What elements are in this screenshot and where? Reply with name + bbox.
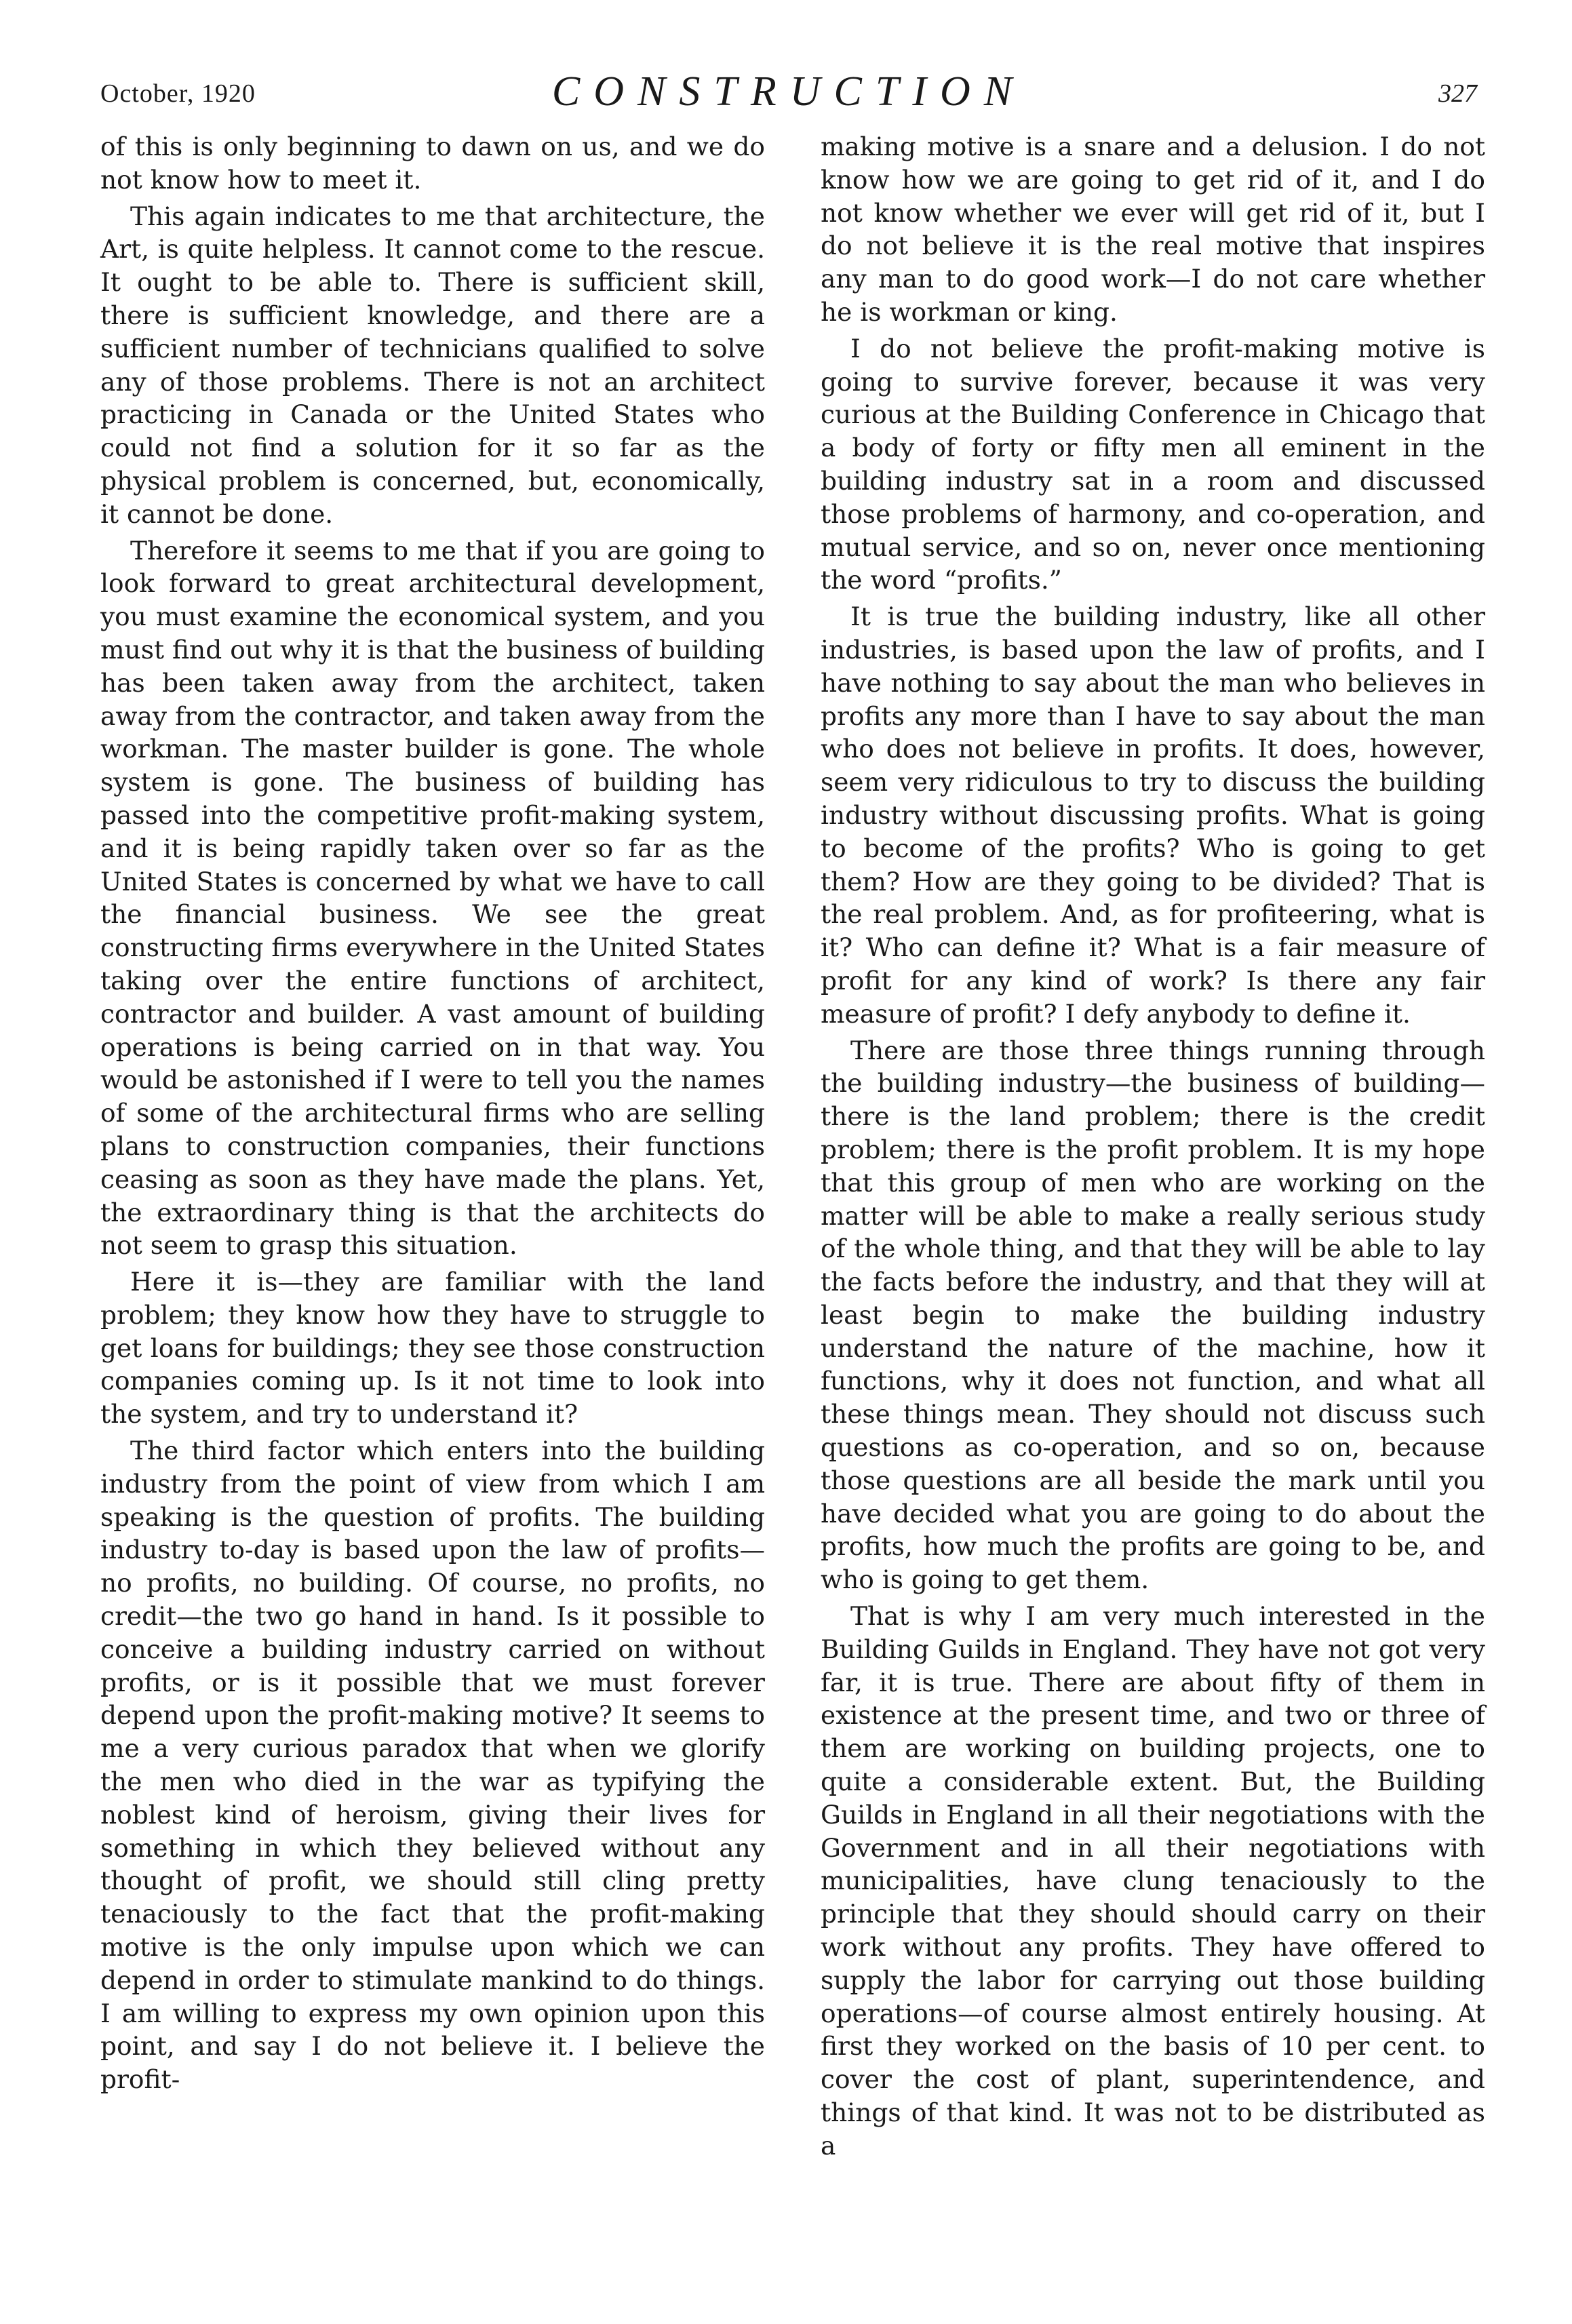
paragraph: This again indicates to me that architecture, the Art, is quite helpless. It cannot come to the rescue. It ought to be able to. There is sufficient skill, there is sufficient knowledge, and there are a sufficient number of technicians qualified to solve any of those problems. There is not an architect practicing in Canada or the United States who could not find a solution for it so far as the physical problem is concerned, but, economically, it cannot be done.: [100, 201, 765, 529]
paragraph: of this is only beginning to dawn on us, and we do not know how to meet it.: [100, 132, 765, 195]
issue-date: October, 1920: [100, 79, 256, 108]
running-header: [100, 68, 1477, 122]
page-number: 327: [1438, 79, 1477, 108]
paragraph: I do not believe the profit-making motive is going to survive forever, because it was very curious at the Building Conference in Chicago that a body of forty or fifty men all eminent in the building industry sat in a room and discussed those problems of harmony, and co-operation, and mutual service, and so on, never once mentioning the word “profits.”: [821, 333, 1485, 595]
paragraph: The third factor which enters into the building industry from the point of view from which I am speaking is the question of profits. The building industry to-day is based upon the law of profits—no profits, no building. Of course, no profits, no credit—the two go hand in hand. Is it possible to conceive a building industry carried on without profits, or is it possible that we must forever depend upon the profit-making motive? It seems to me a very curious paradox that when we glorify the men who died in the war as typifying the noblest kind of heroism, giving their lives for something in which they believed without any thought of profit, we should still cling pretty tenaciously to the fact that the profit-making motive is the only impulse upon which we can depend in order to stimulate mankind to do things. I am willing to express my own opinion upon this point, and say I do not believe it. I believe the profit-: [100, 1436, 765, 2095]
journal-title: CONSTRUCTION: [551, 68, 1026, 115]
paragraph: That is why I am very much interested in the Building Guilds in England. They have not got very far, it is true. There are about fifty of them in existence at the present time, and two or three of them are working on building projects, one to quite a considerable extent. But, the Building Guilds in England in all their negotiations with the Government and in all their negotiations with municipalities, have clung tenaciously to the principle that they should should carry on their work without any profits. They have offered to supply the labor for carrying out those building operations—of course almost entirely housing. At first they worked on the basis of 10 per cent. to cover the cost of plant, superintendence, and things of that kind. It was not to be distributed as a: [821, 1601, 1485, 2161]
right-column: [821, 130, 1485, 2166]
paragraph: It is true the building industry, like all other industries, is based upon the law of profits, and I have nothing to say about the man who believes in profits any more than I have to say about the man who does not believe in profits. It does, however, seem very ridiculous to try to discuss the building industry without discussing profits. What is going to become of the profits? Who is going to get them? How are they going to be divided? That is the real problem. And, as for profiteering, what is it? Who can define it? What is a fair measure of profit for any kind of work? Is there any fair measure of profit? I defy anybody to define it.: [821, 602, 1485, 1029]
paragraph: There are those three things running through the building industry—the business of building—there is the land problem; there is the credit problem; there is the profit problem. It is my hope that this group of men who are working on the matter will be able to make a really serious study of the whole thing, and that they will be able to lay the facts before the industry, and that they will at least begin to make the building industry understand the nature of the machine, how it functions, why it does not function, and what all these things mean. They should not discuss such questions as co-operation, and so on, because those questions are all beside the mark until you have decided what you are going to do about the profits, how much the profits are going to be, and who is going to get them.: [821, 1035, 1485, 1595]
paragraph: Here it is—they are familiar with the land problem; they know how they have to struggle to get loans for buildings; they see those construction companies coming up. Is it not time to look into the system, and try to understand it?: [100, 1267, 765, 1430]
left-column: [100, 130, 765, 2100]
paragraph: Therefore it seems to me that if you are going to look forward to great architectural development, you must examine the economical system, and you must find out why it is that the business of building has been taken away from the architect, taken away from the contractor, and taken away from the workman. The master builder is gone. The whole system is gone. The business of building has passed into the competitive profit-making system, and it is being rapidly taken over so far as the United States is concerned by what we have to call the financial business. We see the great constructing firms everywhere in the United States taking over the entire functions of architect, contractor and builder. A vast amount of building operations is being carried on in that way. You would be astonished if I were to tell you the names of some of the architectural firms who are selling plans to construction companies, their functions ceasing as soon as they have made the plans. Yet, the extraordinary thing is that the architects do not seem to grasp this situation.: [100, 535, 765, 1261]
paragraph: making motive is a snare and a delusion. I do not know how we are going to get rid of it, and I do not know whether we ever will get rid of it, but I do not believe it is the real motive that inspires any man to do good work—I do not care whether he is workman or king.: [821, 132, 1485, 327]
